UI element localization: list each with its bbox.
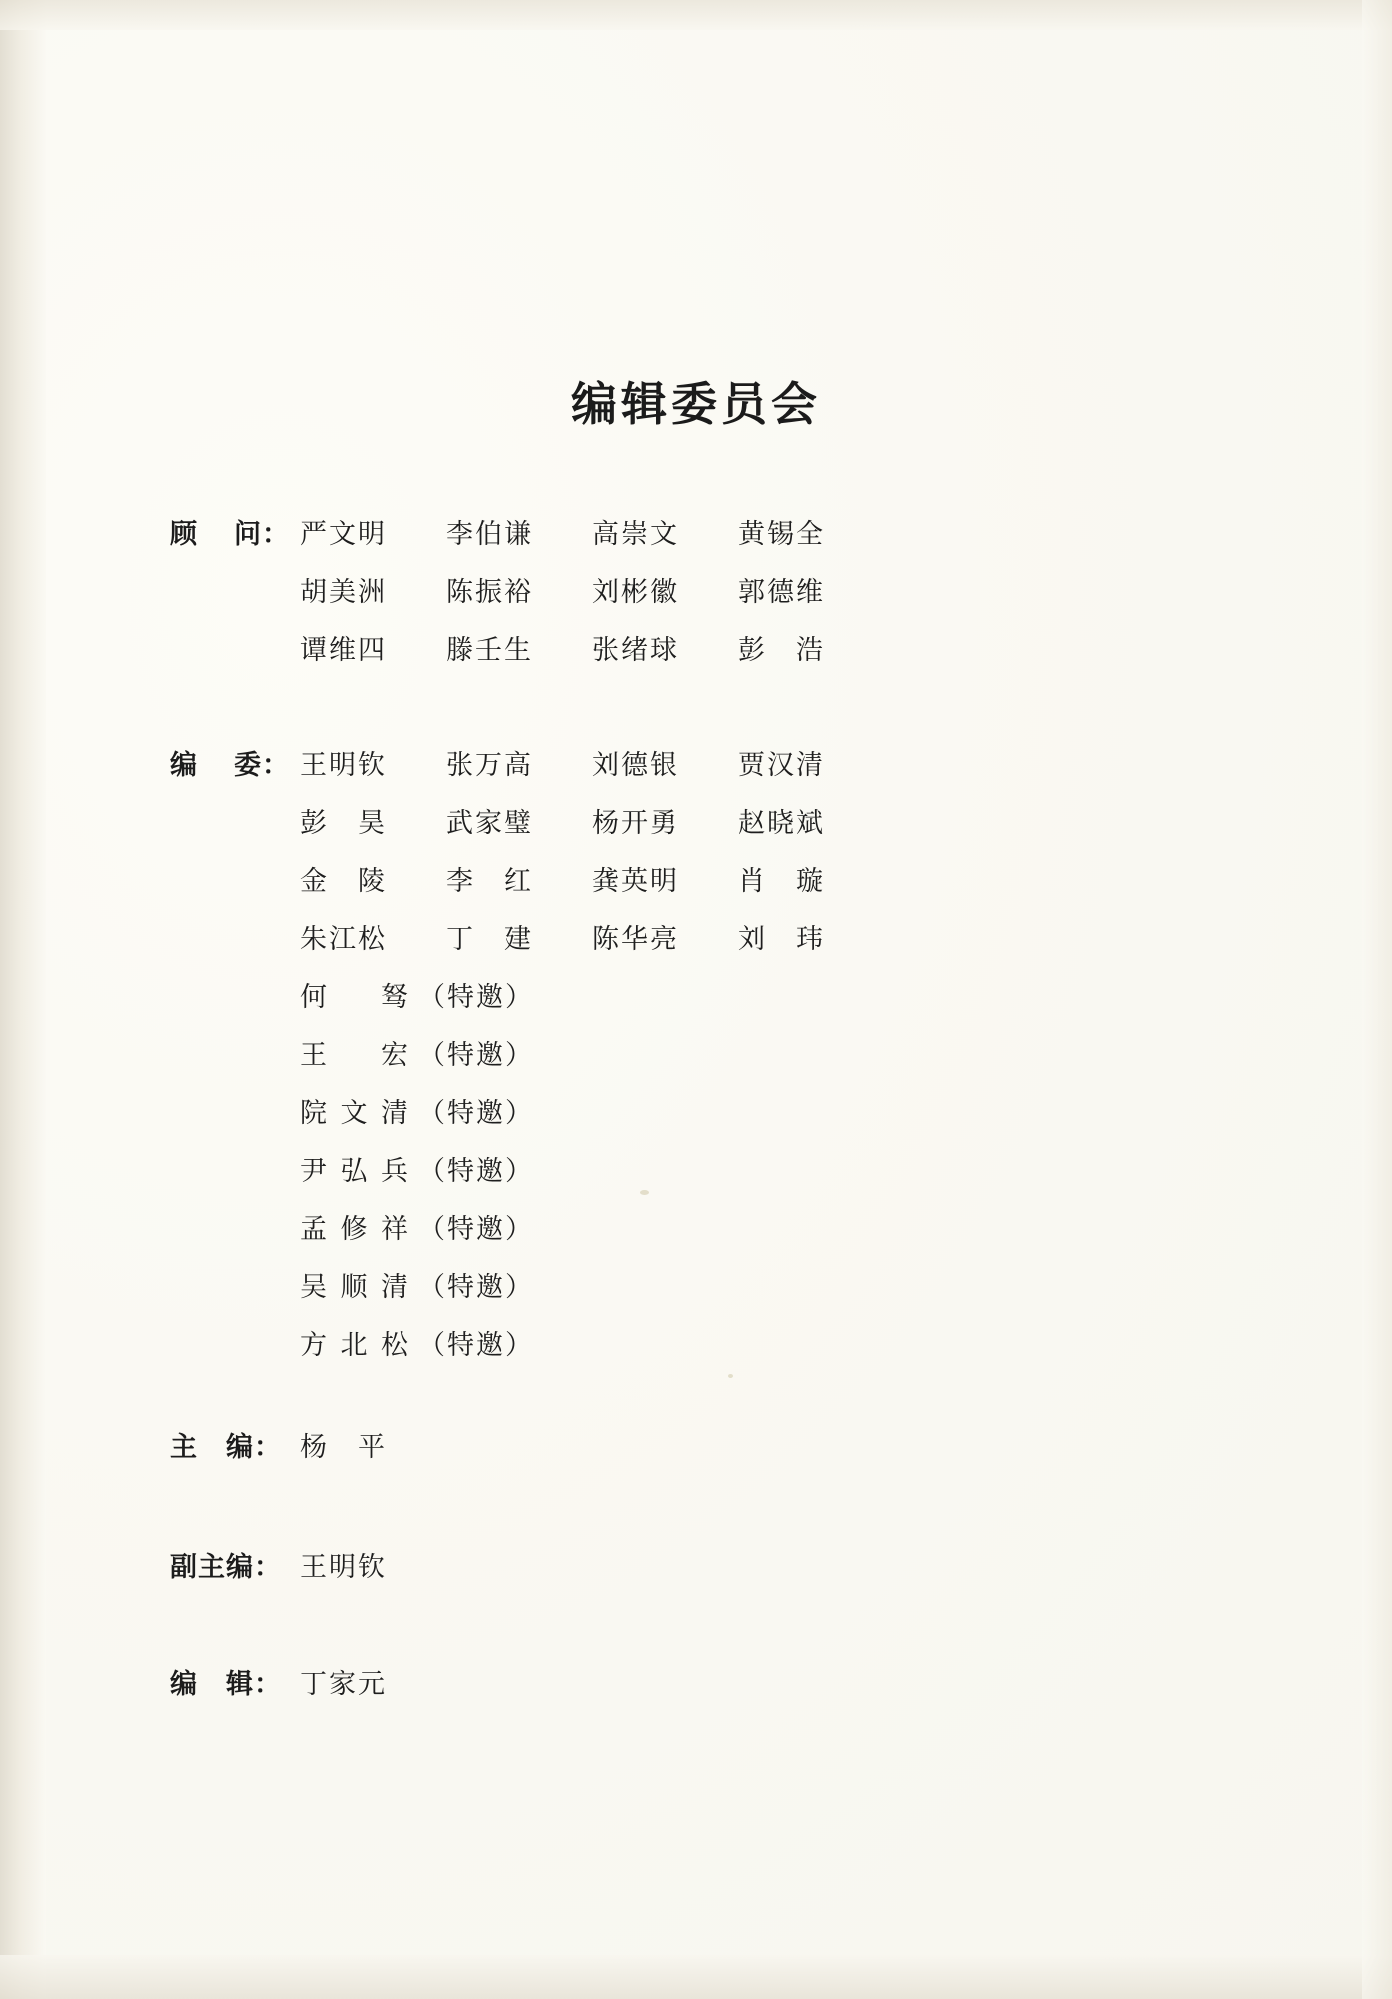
person-name: 王明钦 — [300, 1552, 387, 1583]
person-name: 张万高 — [446, 750, 533, 781]
table-row — [170, 1265, 884, 1323]
person-name: 何 驽 — [300, 982, 410, 1013]
role-label: 副主编： — [170, 1552, 282, 1583]
person-entry-invited — [300, 1149, 534, 1207]
person-name: 陈华亮 — [592, 924, 679, 955]
table-row — [170, 1149, 884, 1207]
person-entry-invited — [300, 1207, 534, 1265]
person-name: 高崇文 — [592, 519, 679, 550]
person-entry-invited — [300, 1033, 534, 1091]
table-row — [170, 512, 884, 570]
role-deputy-editor — [170, 1545, 387, 1584]
person-name: 彭 浩 — [738, 635, 825, 666]
person-entry-invited — [300, 975, 534, 1033]
person-entry-invited — [300, 1091, 534, 1149]
name-group — [300, 917, 884, 956]
section-advisors — [170, 512, 884, 686]
name-group — [300, 570, 884, 609]
person-name: 尹弘兵 — [300, 1156, 410, 1187]
person-name: 王 宏 — [300, 1040, 410, 1071]
person-name: 郭德维 — [738, 577, 825, 608]
person-name: 吴顺清 — [300, 1272, 410, 1303]
invited-tag: （特邀） — [418, 1214, 534, 1245]
role-label: 编 辑： — [170, 1669, 282, 1700]
role-chief-editor — [170, 1425, 387, 1464]
invited-tag: （特邀） — [418, 1040, 534, 1071]
person-name: 张绪球 — [592, 635, 679, 666]
table-row — [170, 1662, 387, 1701]
name-group — [300, 743, 884, 782]
person-name: 李 红 — [446, 866, 533, 897]
role-editor — [170, 1662, 387, 1701]
person-name: 院文清 — [300, 1098, 410, 1129]
person-name: 严文明 — [300, 519, 387, 550]
invited-tag: （特邀） — [418, 982, 534, 1013]
name-group — [300, 628, 884, 667]
person-name: 武家璧 — [446, 808, 533, 839]
section-label: 顾问： — [170, 519, 290, 550]
person-name: 赵晓斌 — [738, 808, 825, 839]
person-name: 贾汉清 — [738, 750, 825, 781]
name-group — [300, 859, 884, 898]
page-title: 编辑委员会 — [571, 377, 821, 431]
table-row — [170, 1545, 387, 1584]
person-name: 刘 玮 — [738, 924, 825, 955]
table-row — [170, 570, 884, 628]
invited-tag: （特邀） — [418, 1156, 534, 1187]
table-row — [170, 628, 884, 686]
table-row — [170, 1425, 387, 1464]
table-row — [170, 917, 884, 975]
person-name: 刘彬徽 — [592, 577, 679, 608]
person-name: 黄锡全 — [738, 519, 825, 550]
section-label: 编委： — [170, 750, 290, 781]
person-entry-invited — [300, 1323, 534, 1381]
person-name: 杨 平 — [300, 1432, 387, 1463]
table-row — [170, 801, 884, 859]
person-name: 孟修祥 — [300, 1214, 410, 1245]
table-row — [170, 1033, 884, 1091]
person-name: 朱江松 — [300, 924, 387, 955]
table-row — [170, 1091, 884, 1149]
person-name: 刘德银 — [592, 750, 679, 781]
person-name: 肖 璇 — [738, 866, 825, 897]
person-name: 丁家元 — [300, 1669, 387, 1700]
person-name: 彭 昊 — [300, 808, 387, 839]
person-name: 杨开勇 — [592, 808, 679, 839]
person-name: 谭维四 — [300, 635, 387, 666]
table-row — [170, 1323, 884, 1381]
person-name: 滕壬生 — [446, 635, 533, 666]
role-label: 主 编： — [170, 1432, 282, 1463]
table-row — [170, 975, 884, 1033]
invited-tag: （特邀） — [418, 1272, 534, 1303]
table-row — [170, 1207, 884, 1265]
name-group — [300, 512, 884, 551]
person-name: 方北松 — [300, 1330, 410, 1361]
person-entry-invited — [300, 1265, 534, 1323]
invited-tag: （特邀） — [418, 1330, 534, 1361]
person-name: 陈振裕 — [446, 577, 533, 608]
person-name: 金 陵 — [300, 866, 387, 897]
table-row — [170, 743, 884, 801]
table-row — [170, 859, 884, 917]
person-name: 李伯谦 — [446, 519, 533, 550]
person-name: 龚英明 — [592, 866, 679, 897]
person-name: 丁 建 — [446, 924, 533, 955]
person-name: 胡美洲 — [300, 577, 387, 608]
name-group — [300, 801, 884, 840]
person-name: 王明钦 — [300, 750, 387, 781]
invited-tag: （特邀） — [418, 1098, 534, 1129]
section-editorial-board — [170, 743, 884, 1381]
